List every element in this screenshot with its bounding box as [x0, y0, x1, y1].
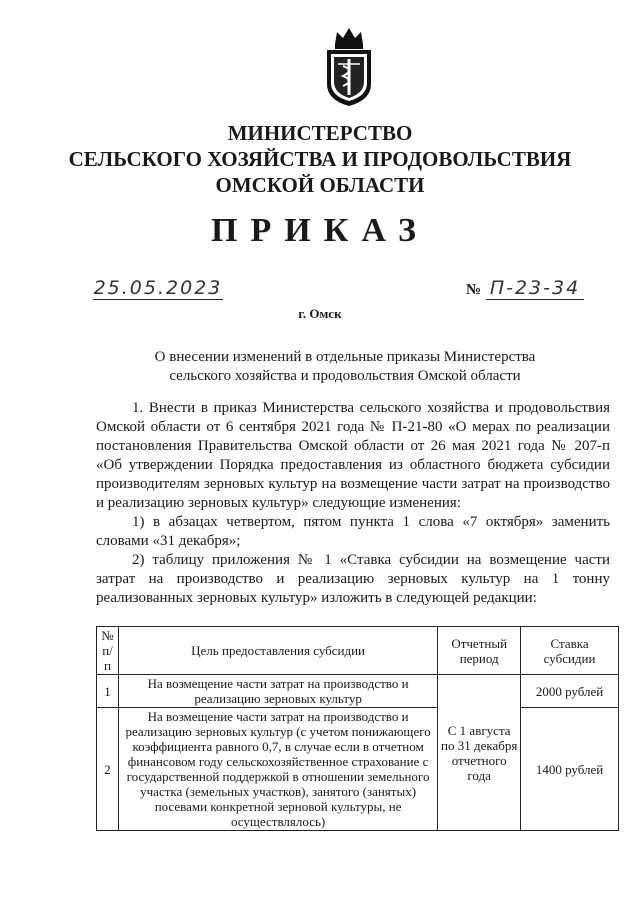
header-period: Отчетный период	[438, 627, 521, 675]
period-cell: С 1 августа по 31 декабря отчетного года	[438, 675, 521, 831]
row-2-goal: На возмещение части затрат на производство и реализацию зерновых культур (с учетом понижающего коэффициента равного 0,7, в случае если в отчетном финансовом году сельскохозяйственное страхование с государственной поддержкой в отношении земельного участка (земельных участков), занятого (занятых) посевами конкретной зерновой культуры, не осуществлялось)	[118, 708, 437, 831]
order-number-label: №	[466, 282, 482, 298]
header-goal: Цель предоставления субсидии	[118, 627, 437, 675]
order-date: 25.05.2023	[93, 277, 223, 299]
ministry-name	[0, 120, 640, 198]
paragraph-1: 1. Внести в приказ Министерства сельского хозяйства и продовольствия Омской области от 6 сентября 2021 года № П-21-80 «О мерах по реализации постановления Правительства Омской области от 26 мая 2021 года № 207-п «Об утверждении Порядка предоставления из областного бюджета субсидии производителям зерновых культур на возмещение части затрат на производство и реализацию зерновых культур» следующие изменения:	[96, 400, 610, 511]
ministry-line-1: МИНИСТЕРСТВО	[227, 121, 413, 145]
paragraph-3: 2) таблицу приложения № 1 «Ставка субсидии на возмещение части затрат на производство и реализацию зерновых культур на 1 тонну реализованных зерновых культур» изложить в следующей редакции:	[96, 552, 610, 606]
paragraph-2: 1) в абзацах четвертом, пятом пункта 1 слова «7 октября» заменить словами «31 декабря»;	[96, 514, 610, 549]
table-row	[97, 708, 619, 831]
document-type-title: ПРИКАЗ	[211, 212, 429, 249]
omsk-coat-of-arms-emblem	[321, 26, 377, 108]
order-subject	[150, 348, 540, 386]
subsidy-rate-table	[96, 626, 619, 831]
header-num: № п/п	[97, 627, 119, 675]
city: г. Омск	[298, 306, 342, 321]
subject-line-1: О внесении изменений в отдельные приказы Министерства	[154, 349, 536, 365]
row-1-rate: 2000 рублей	[521, 675, 619, 708]
ministry-line-3: ОМСКОЙ ОБЛАСТИ	[215, 173, 425, 197]
order-number: П-23-34	[486, 277, 584, 300]
row-1-goal: На возмещение части затрат на производство и реализацию зерновых культур	[118, 675, 437, 708]
ministry-line-2: СЕЛЬСКОГО ХОЗЯЙСТВА И ПРОДОВОЛЬСТВИЯ	[68, 147, 572, 171]
row-2-num: 2	[97, 708, 119, 831]
row-1-num: 1	[97, 675, 119, 708]
table-row	[97, 675, 619, 708]
order-body	[96, 399, 610, 608]
row-2-rate: 1400 рублей	[521, 708, 619, 831]
header-rate: Ставка субсидии	[521, 627, 619, 675]
table-header-row	[97, 627, 619, 675]
subject-line-2: сельского хозяйства и продовольствия Омской области	[169, 368, 521, 384]
